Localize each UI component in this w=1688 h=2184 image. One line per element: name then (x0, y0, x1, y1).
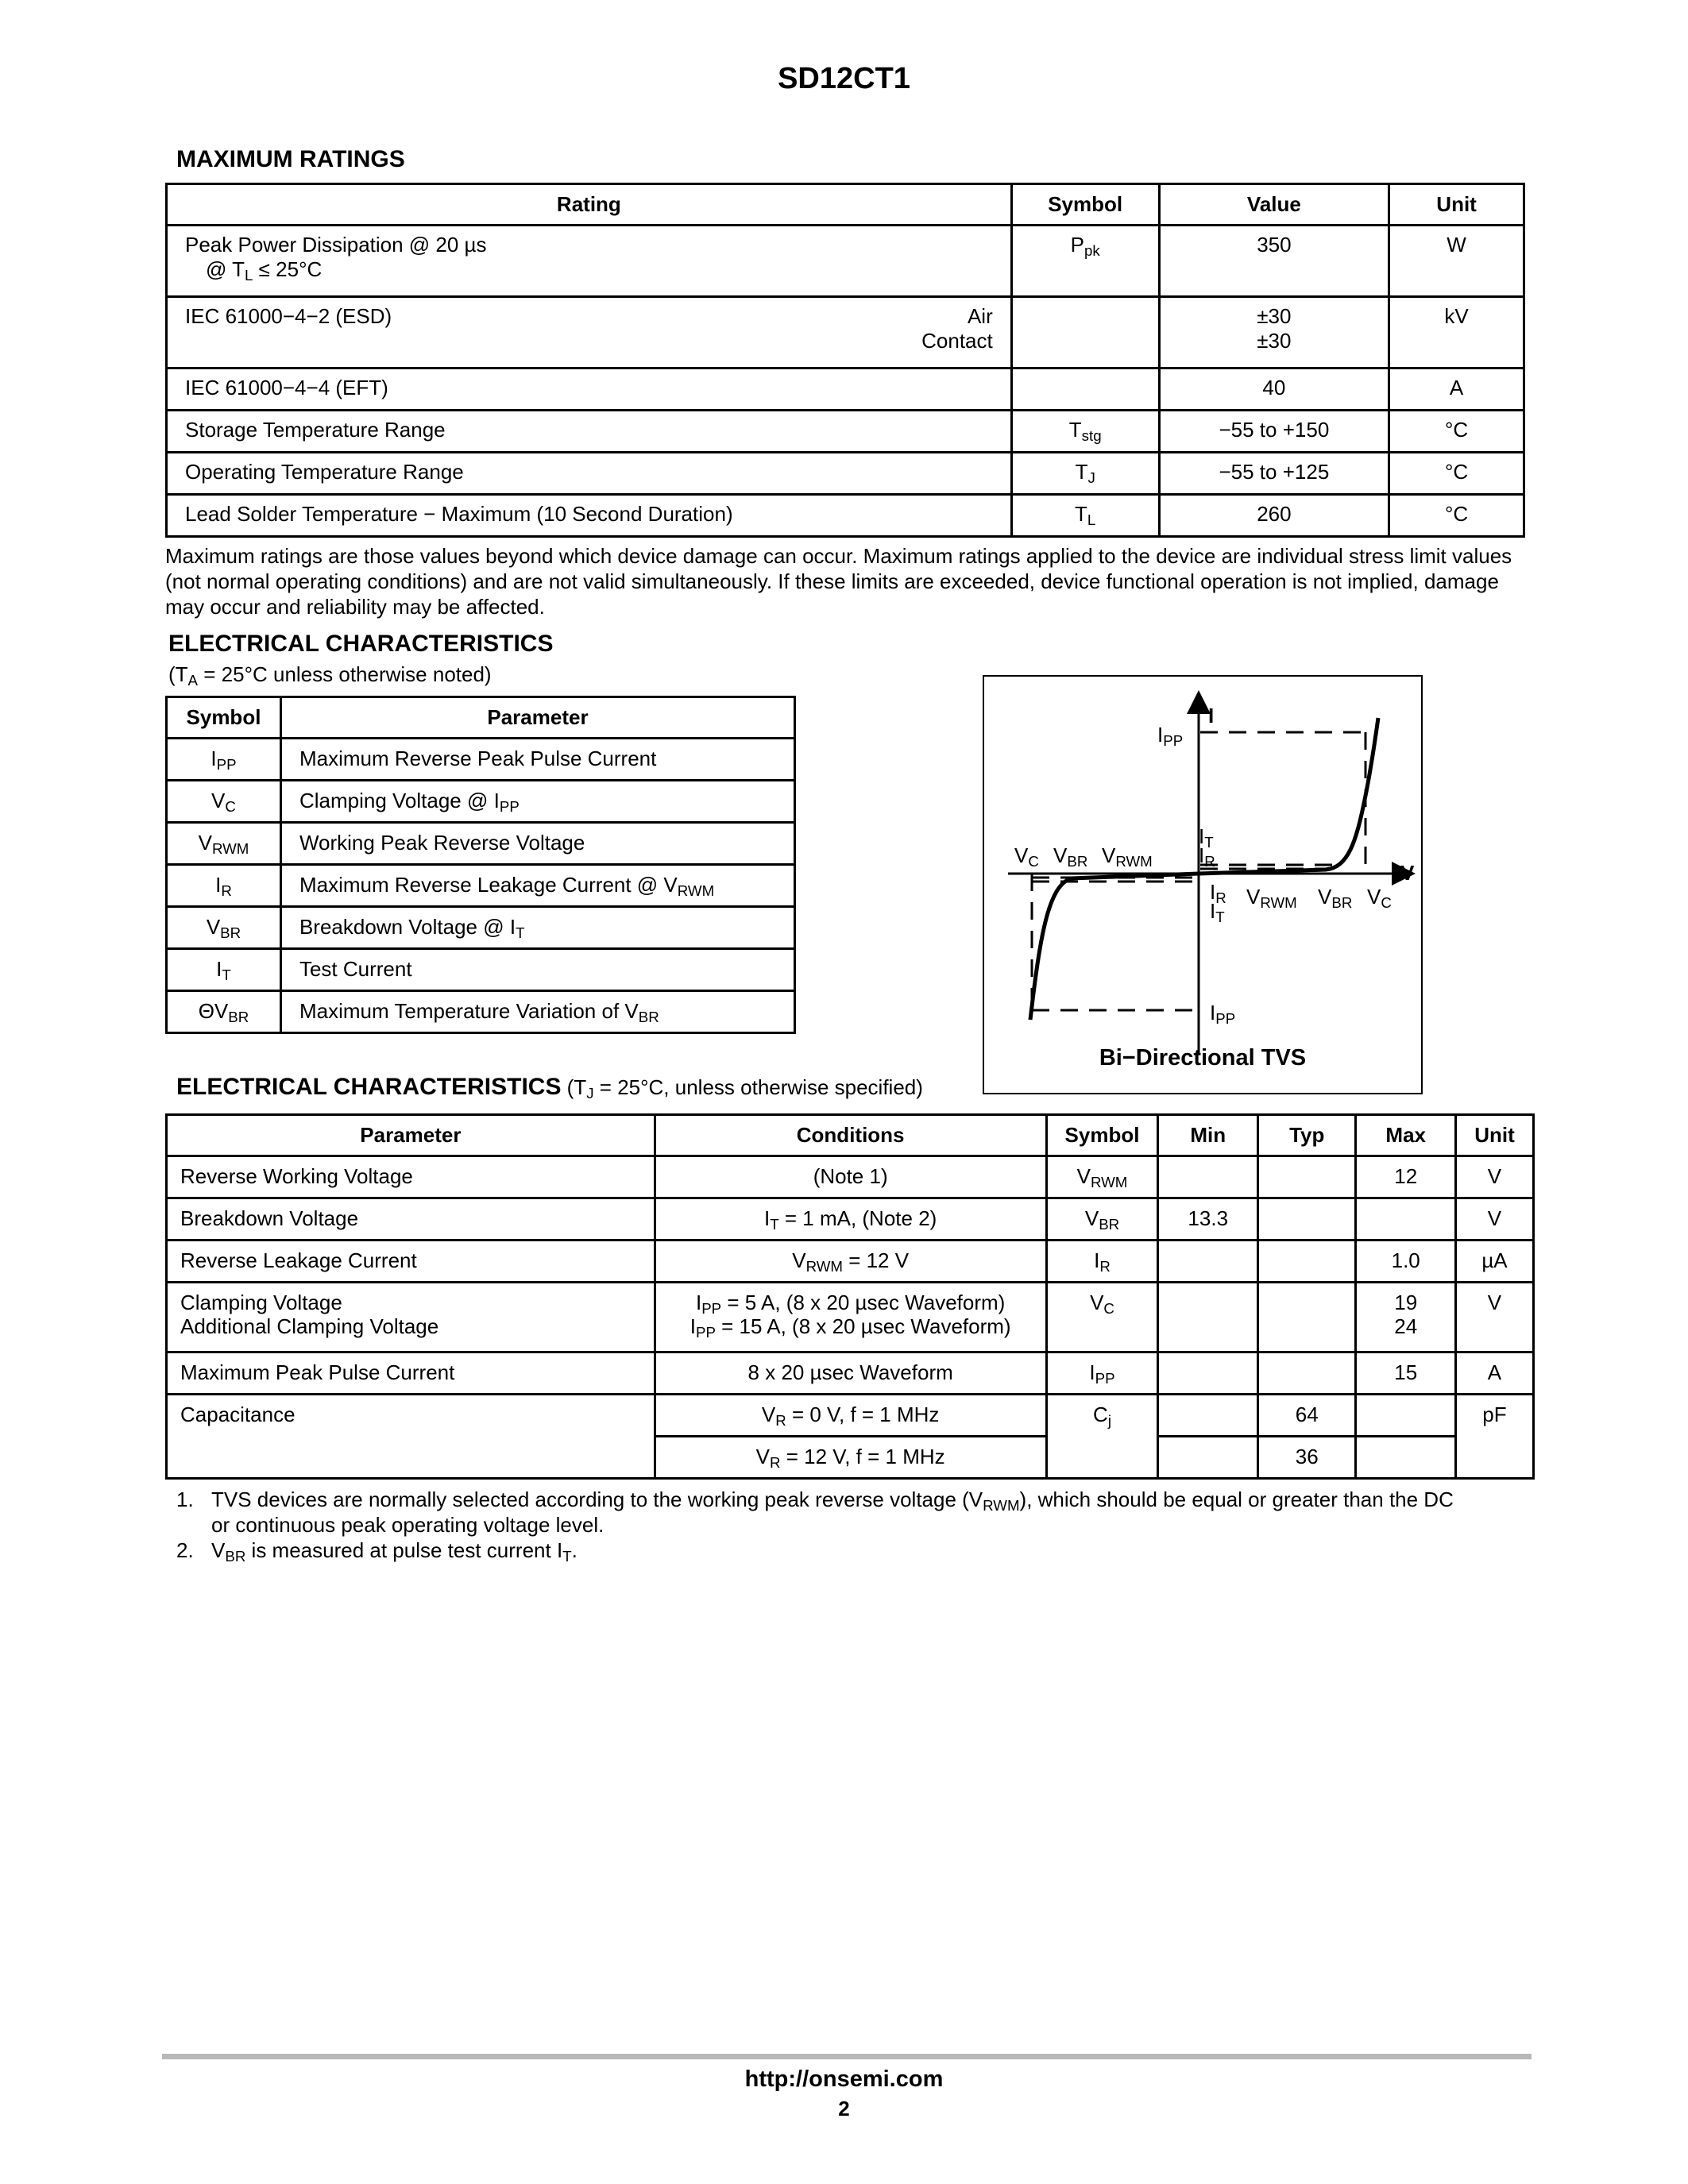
parameter-cell: Maximum Peak Pulse Current (167, 1352, 655, 1395)
symbol-cell: $V_C$ (1046, 1283, 1158, 1352)
max-cell: 12 (1356, 1156, 1456, 1198)
label-ipp-top: $I_{PP}$ (1157, 723, 1184, 750)
conditions-cell: 8 x 20 µsec Waveform (655, 1352, 1046, 1395)
unit-cell: °C (1389, 411, 1524, 453)
typ-cell (1257, 1198, 1355, 1241)
typ-cell (1257, 1241, 1355, 1283)
value-cell: −55 to +125 (1159, 453, 1389, 495)
unit-cell: °C (1389, 453, 1524, 495)
max-cell (1356, 1198, 1456, 1241)
table-row (167, 495, 1524, 537)
max-ratings-note: Maximum ratings are those values beyond which device damage can occur. Maximum ratings applied to the device are individual stress limit values (not normal operating conditions) and are not valid simultaneously. If these limits are exceeded, device functional operation is not implied, damage may occur and reliability may be affected. (165, 544, 1512, 619)
parameter-cell: Breakdown Voltage (167, 1198, 655, 1241)
label-vc-left: $V_C$ (1014, 843, 1039, 870)
symbol-cell: $V_{RWM}$ (1046, 1156, 1158, 1198)
symbol-cell: $V_C$ (167, 781, 281, 823)
column-header: Parameter (167, 1115, 655, 1156)
footer-url-link[interactable]: http://onsemi.com (744, 2066, 944, 2092)
symbol-cell: $I_{PP}$ (1046, 1352, 1158, 1395)
min-cell: 13.3 (1158, 1198, 1258, 1241)
rating-cell: IEC 61000−4−4 (EFT) (167, 369, 1012, 411)
column-header: Rating (167, 184, 1012, 226)
label-vrwm-right: $V_{RWM}$ (1246, 885, 1297, 912)
symbol-cell: $T_J$ (1011, 453, 1159, 495)
typ-cell: 36 (1257, 1437, 1355, 1479)
conditions-cell: $V_R = 12$ V, f = 1 MHz (655, 1437, 1046, 1479)
symbol-cell: $I_R$ (1046, 1241, 1158, 1283)
table-row (167, 1156, 1534, 1198)
label-it-top: $I_T$ (1199, 824, 1214, 851)
table-row (167, 949, 795, 991)
symbol-cell: $T_{stg}$ (1011, 411, 1159, 453)
unit-cell: V (1455, 1156, 1533, 1198)
label-vbr-right: $V_{BR}$ (1318, 885, 1353, 912)
value-cell: 40 (1159, 369, 1389, 411)
graph-caption: Bi−Directional TVS (1099, 1045, 1307, 1071)
min-cell (1158, 1241, 1258, 1283)
conditions-cell: $V_{RWM} = 12$ V (655, 1241, 1046, 1283)
parameter-cell: Maximum Temperature Variation of $V_{BR}$ (280, 991, 794, 1033)
conditions-cell: (Note 1) (655, 1156, 1046, 1198)
table-row (167, 1352, 1534, 1395)
elec-char-condition: ($T_A = 25^\circ C$ unless otherwise noted) (168, 662, 492, 689)
min-cell (1158, 1395, 1258, 1437)
column-header: Unit (1389, 184, 1524, 226)
column-header: Symbol (167, 697, 281, 739)
table-row (167, 823, 795, 865)
footnote-2: 2. $V_{BR}$ is measured at pulse test current $I_T$. (176, 1538, 577, 1565)
min-cell (1158, 1437, 1258, 1479)
table-row (167, 739, 795, 781)
table-header-row (167, 697, 795, 739)
typ-cell (1257, 1283, 1355, 1352)
rating-cell: Storage Temperature Range (167, 411, 1012, 453)
table-row (167, 991, 795, 1033)
symbol-cell: $C_j$ (1046, 1395, 1158, 1479)
parameter-cell: Working Peak Reverse Voltage (280, 823, 794, 865)
parameter-cell: Reverse Working Voltage (167, 1156, 655, 1198)
conditions-cell: $I_T = 1$ mA, (Note 2) (655, 1198, 1046, 1241)
column-header: Symbol (1046, 1115, 1158, 1156)
axis-label-v: V (1400, 861, 1415, 885)
table-row (167, 411, 1524, 453)
elec-char-2-heading: ELECTRICAL CHARACTERISTICS ($T_J = 25^\circ C$, unless otherwise specified) (176, 1074, 923, 1102)
symbol-cell: $P_{pk}$ (1011, 226, 1159, 297)
symbol-cell: $I_{PP}$ (167, 739, 281, 781)
column-header: Symbol (1011, 184, 1159, 226)
symbol-cell: $V_{BR}$ (167, 907, 281, 949)
parameter-cell: Maximum Reverse Leakage Current @ $V_{RWM}$ (280, 865, 794, 907)
value-cell: 260 (1159, 495, 1389, 537)
footnote-1: 1. TVS devices are normally selected according to the working peak reverse voltage $(V_{RWM})$, which should be equal or greater than the DC or continuous peak operating voltage level. (176, 1488, 1454, 1537)
conditions-cell: $V_R = 0$ V, f = 1 MHz (655, 1395, 1046, 1437)
label-vbr-left: $V_{BR}$ (1053, 843, 1088, 870)
table-row (167, 453, 1524, 495)
max-ratings-heading: MAXIMUM RATINGS (176, 146, 405, 172)
footer-divider (162, 2054, 1532, 2059)
parameter-cell: Test Current (280, 949, 794, 991)
label-ir-top: $I_R$ (1199, 843, 1215, 870)
column-header: Unit (1455, 1115, 1533, 1156)
parameter-cell: Clamping Voltage @ $I_{PP}$ (280, 781, 794, 823)
page-number: 2 (838, 2097, 850, 2120)
table-row (167, 1395, 1534, 1437)
symbol-cell: $\Theta V_{BR}$ (167, 991, 281, 1033)
symbol-parameter-table (165, 696, 796, 1034)
label-vrwm-left: $V_{RWM}$ (1102, 843, 1153, 870)
table-row (167, 781, 795, 823)
axis-label-i: I (1208, 704, 1215, 727)
parameter-cell: Breakdown Voltage @ $I_T$ (280, 907, 794, 949)
table-row (167, 369, 1524, 411)
label-ir-bottom: $I_R$ (1210, 880, 1226, 907)
min-cell (1158, 1352, 1258, 1395)
parameter-cell: Reverse Leakage Current (167, 1241, 655, 1283)
symbol-cell: $T_L$ (1011, 495, 1159, 537)
max-cell: 15 (1356, 1352, 1456, 1395)
rating-cell: IEC 61000−4−2 (ESD) Air Contact (167, 297, 1012, 369)
unit-cell: A (1455, 1352, 1533, 1395)
symbol-cell (1011, 369, 1159, 411)
value-cell: −55 to +150 (1159, 411, 1389, 453)
max-cell (1356, 1395, 1456, 1437)
max-cell: 1.0 (1356, 1241, 1456, 1283)
column-header: Typ (1257, 1115, 1355, 1156)
tvs-iv-graph (983, 675, 1423, 1094)
footnotes (176, 1487, 1527, 1563)
max-cell: 19 24 (1356, 1283, 1456, 1352)
table-row (167, 1241, 1534, 1283)
unit-cell: A (1389, 369, 1524, 411)
value-cell: 350 (1159, 226, 1389, 297)
column-header: Conditions (655, 1115, 1046, 1156)
rating-cell: Peak Power Dissipation @ 20 µs @ $T_L \le 25^\circ C$ (167, 226, 1012, 297)
table-row (167, 1283, 1534, 1352)
rating-cell: Lead Solder Temperature − Maximum (10 Second Duration) (167, 495, 1012, 537)
unit-cell: V (1455, 1198, 1533, 1241)
parameter-cell: Maximum Reverse Peak Pulse Current (280, 739, 794, 781)
conditions-cell: $I_{PP} = 5$ A, (8 x 20 µsec Waveform) $I_{PP} = 15$ A, (8 x 20 µsec Waveform) (655, 1283, 1046, 1352)
unit-cell: kV (1389, 297, 1524, 369)
typ-cell: 64 (1257, 1395, 1355, 1437)
symbol-cell: $I_T$ (167, 949, 281, 991)
symbol-cell: $I_R$ (167, 865, 281, 907)
label-vc-right: $V_C$ (1367, 885, 1392, 912)
table-header-row (167, 184, 1524, 226)
rating-cell: Operating Temperature Range (167, 453, 1012, 495)
table-header-row (167, 1115, 1534, 1156)
max-cell (1356, 1437, 1456, 1479)
parameter-cell: Capacitance (167, 1395, 655, 1479)
typ-cell (1257, 1156, 1355, 1198)
max-ratings-table (165, 183, 1525, 538)
table-row (167, 907, 795, 949)
page-title: SD12CT1 (778, 62, 910, 95)
column-header: Value (1159, 184, 1389, 226)
elec-char-heading: ELECTRICAL CHARACTERISTICS (168, 631, 554, 657)
table-row (167, 297, 1524, 369)
table-row (167, 1198, 1534, 1241)
min-cell (1158, 1156, 1258, 1198)
table-row (167, 226, 1524, 297)
iv-curve-svg (984, 677, 1421, 1093)
label-it-bottom: $I_T$ (1210, 899, 1225, 926)
unit-cell: °C (1389, 495, 1524, 537)
table-row (167, 865, 795, 907)
symbol-cell (1011, 297, 1159, 369)
symbol-cell: $V_{RWM}$ (167, 823, 281, 865)
electrical-characteristics-table (165, 1113, 1535, 1480)
unit-cell: V (1455, 1283, 1533, 1352)
unit-cell: W (1389, 226, 1524, 297)
typ-cell (1257, 1352, 1355, 1395)
unit-cell: pF (1455, 1395, 1533, 1479)
column-header: Max (1356, 1115, 1456, 1156)
parameter-cell: Clamping Voltage Additional Clamping Voltage (167, 1283, 655, 1352)
column-header: Min (1158, 1115, 1258, 1156)
value-cell: ±30 ±30 (1159, 297, 1389, 369)
label-ipp-bottom: $I_{PP}$ (1210, 1001, 1236, 1028)
column-header: Parameter (280, 697, 794, 739)
unit-cell: µA (1455, 1241, 1533, 1283)
symbol-cell: $V_{BR}$ (1046, 1198, 1158, 1241)
min-cell (1158, 1283, 1258, 1352)
